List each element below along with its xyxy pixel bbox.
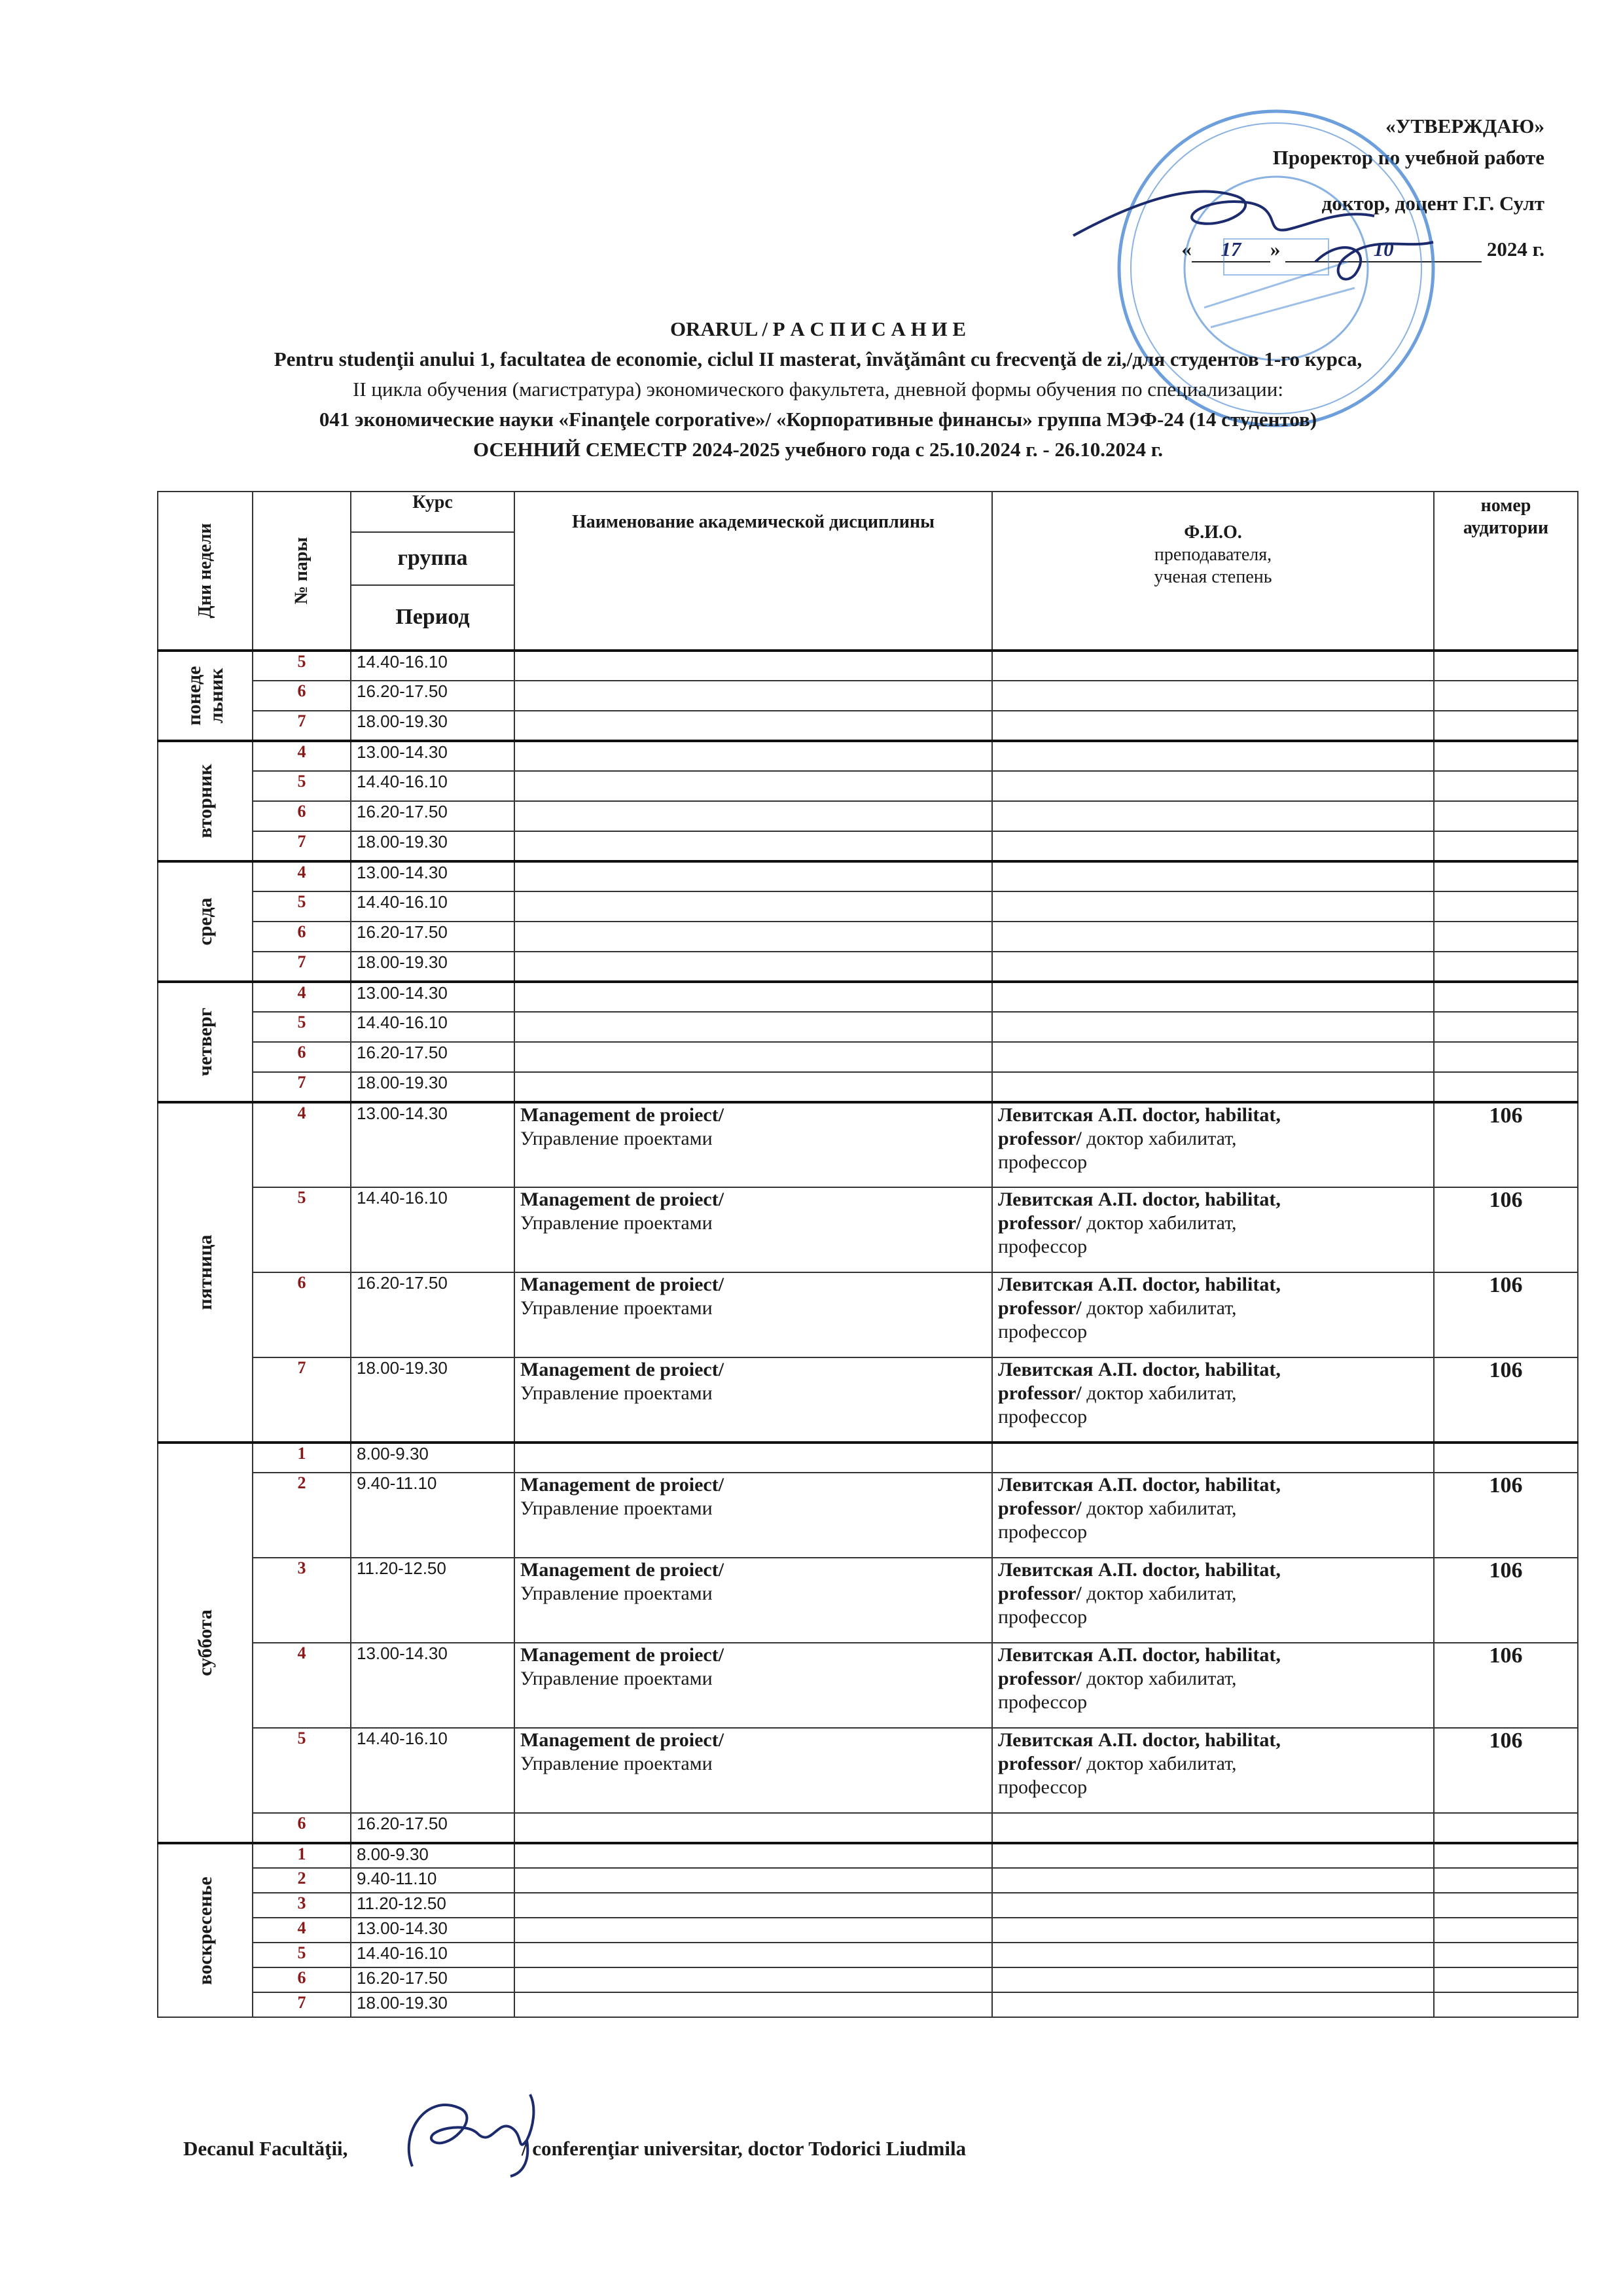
pair-number: 6 (253, 922, 351, 952)
room-cell (1434, 1967, 1578, 1992)
room-cell (1434, 1072, 1578, 1102)
room-cell (1434, 1918, 1578, 1943)
day-cell (158, 1443, 253, 1843)
teacher-cell (992, 891, 1434, 922)
teacher-degree-ro: professor/ (998, 1498, 1082, 1519)
room-cell: 106 (1434, 1558, 1578, 1643)
table-row (158, 681, 1578, 711)
pair-time: 14.40-16.10 (351, 1943, 514, 1967)
pair-number: 6 (253, 801, 351, 831)
schedule-body (158, 651, 1578, 2017)
title-line-3: II цикла обучения (магистратура) экономического факультета, дневной формы обучения по специализации: (353, 378, 1283, 401)
pair-number: 6 (253, 1967, 351, 1992)
table-row (158, 1012, 1578, 1042)
teacher-degree-ro: professor/ (998, 1753, 1082, 1774)
subject-cell (514, 1813, 992, 1843)
table-row (158, 1473, 1578, 1558)
pair-time: 14.40-16.10 (351, 1187, 514, 1272)
pair-number: 7 (253, 711, 351, 741)
table-row (158, 801, 1578, 831)
subject-cell (514, 1843, 992, 1868)
table-row (158, 1992, 1578, 2017)
pair-time: 16.20-17.50 (351, 801, 514, 831)
subject-ro: Management de proiect/ (520, 1644, 724, 1666)
day-label: понеде льник (183, 666, 227, 726)
teacher-cell (992, 681, 1434, 711)
rector-signature-icon (1067, 157, 1459, 301)
subject-cell (514, 651, 992, 681)
subject-cell (514, 952, 992, 982)
subject-cell (514, 1012, 992, 1042)
title-line-1: ORARUL / Р А С П И С А Н И Е (669, 317, 967, 340)
teacher-degree-ru: доктор хабилитат, (1081, 1212, 1237, 1234)
teacher-degree-ro: professor/ (998, 1297, 1082, 1319)
day-cell (158, 1102, 253, 1443)
table-row (158, 982, 1578, 1012)
title-line-2: Pentru studenţii anului 1, facultatea de economie, ciclul II masterat, învăţământ cu frecvenţă de zi,/для студентов 1-го курса, (274, 348, 1363, 370)
teacher-cell (992, 1357, 1434, 1443)
day-label: вторник (194, 764, 216, 838)
table-row (158, 1967, 1578, 1992)
pair-number: 5 (253, 1728, 351, 1813)
pair-time: 16.20-17.50 (351, 1042, 514, 1072)
room-cell (1434, 1042, 1578, 1072)
teacher-title: профессор (998, 1321, 1088, 1342)
pair-number: 5 (253, 1187, 351, 1272)
table-row (158, 1843, 1578, 1868)
pair-number: 6 (253, 1813, 351, 1843)
pair-time: 18.00-19.30 (351, 831, 514, 861)
teacher-degree-ro: professor/ (998, 1382, 1082, 1404)
teacher-cell (992, 1558, 1434, 1643)
teacher-cell (992, 982, 1434, 1012)
pair-time: 13.00-14.30 (351, 982, 514, 1012)
day-cell (158, 741, 253, 861)
subject-cell (514, 1643, 992, 1728)
teacher-cell (992, 1992, 1434, 2017)
pair-time: 16.20-17.50 (351, 681, 514, 711)
teacher-title: профессор (998, 1691, 1088, 1713)
header-room: номер аудитории (1434, 492, 1578, 651)
teacher-cell (992, 1843, 1434, 1868)
teacher-cell (992, 1042, 1434, 1072)
table-row (158, 922, 1578, 952)
teacher-title: профессор (998, 1151, 1088, 1173)
subject-cell (514, 1272, 992, 1357)
table-row (158, 1042, 1578, 1072)
pair-number: 6 (253, 681, 351, 711)
table-row (158, 1187, 1578, 1272)
room-cell (1434, 801, 1578, 831)
room-cell (1434, 651, 1578, 681)
pair-number: 4 (253, 741, 351, 771)
subject-cell (514, 801, 992, 831)
header-subject: Наименование академической дисциплины (514, 492, 992, 651)
header-kurs: Курс (351, 492, 514, 532)
teacher-cell (992, 1918, 1434, 1943)
table-row (158, 1813, 1578, 1843)
pair-time: 13.00-14.30 (351, 861, 514, 891)
room-cell: 106 (1434, 1643, 1578, 1728)
teacher-name: Левитская А.П. doctor, habilitat, (998, 1474, 1281, 1496)
teacher-degree-ru: доктор хабилитат, (1081, 1668, 1237, 1689)
pair-time: 16.20-17.50 (351, 1813, 514, 1843)
room-cell (1434, 891, 1578, 922)
room-cell (1434, 831, 1578, 861)
room-cell (1434, 741, 1578, 771)
teacher-cell (992, 1443, 1434, 1473)
teacher-title: профессор (998, 1236, 1088, 1257)
day-cell (158, 651, 253, 741)
pair-number: 7 (253, 831, 351, 861)
approval-degree: доктор, доцент Г.Г. Султ (1321, 192, 1544, 215)
subject-ro: Management de proiect/ (520, 1474, 724, 1496)
subject-cell (514, 1918, 992, 1943)
room-cell: 106 (1434, 1272, 1578, 1357)
subject-ru: Управление проектами (520, 1382, 713, 1404)
day-label: четверг (194, 1007, 216, 1077)
table-row (158, 1558, 1578, 1643)
pair-time: 18.00-19.30 (351, 1992, 514, 2017)
table-row (158, 1443, 1578, 1473)
teacher-degree-ru: доктор хабилитат, (1081, 1382, 1237, 1404)
pair-time: 16.20-17.50 (351, 922, 514, 952)
pair-number: 1 (253, 1443, 351, 1473)
room-cell: 106 (1434, 1102, 1578, 1187)
teacher-degree-ru: доктор хабилитат, (1081, 1498, 1237, 1519)
teacher-name: Левитская А.П. doctor, habilitat, (998, 1104, 1281, 1126)
subject-cell (514, 922, 992, 952)
pair-number: 5 (253, 1943, 351, 1967)
subject-cell (514, 1558, 992, 1643)
teacher-name: Левитская А.П. doctor, habilitat, (998, 1559, 1281, 1581)
subject-ro: Management de proiect/ (520, 1729, 724, 1751)
pair-time: 14.40-16.10 (351, 891, 514, 922)
teacher-title: профессор (998, 1521, 1088, 1543)
teacher-degree-ru: доктор хабилитат, (1081, 1128, 1237, 1149)
subject-cell (514, 711, 992, 741)
pair-number: 6 (253, 1042, 351, 1072)
table-row (158, 711, 1578, 741)
teacher-cell (992, 831, 1434, 861)
approval-position: Проректор по учебной работе (1272, 146, 1544, 169)
pair-time: 18.00-19.30 (351, 711, 514, 741)
teacher-degree-ro: professor/ (998, 1212, 1082, 1234)
teacher-cell (992, 1943, 1434, 1967)
dean-title: / conferenţiar universitar, doctor Todorici Liudmila (521, 2137, 967, 2160)
teacher-name: Левитская А.П. doctor, habilitat, (998, 1644, 1281, 1666)
room-cell (1434, 1843, 1578, 1868)
room-cell (1434, 1443, 1578, 1473)
header-pair: № пары (253, 492, 351, 651)
room-cell (1434, 711, 1578, 741)
room-cell (1434, 1893, 1578, 1918)
teacher-cell (992, 771, 1434, 801)
subject-cell (514, 1187, 992, 1272)
pair-number: 2 (253, 1868, 351, 1893)
teacher-cell (992, 1643, 1434, 1728)
day-cell (158, 1843, 253, 2017)
room-cell: 106 (1434, 1187, 1578, 1272)
pair-number: 2 (253, 1473, 351, 1558)
subject-ro: Management de proiect/ (520, 1274, 724, 1295)
subject-cell (514, 1042, 992, 1072)
day-cell (158, 861, 253, 982)
subject-cell (514, 741, 992, 771)
teacher-cell (992, 861, 1434, 891)
room-cell: 106 (1434, 1728, 1578, 1813)
subject-ru: Управление проектами (520, 1212, 713, 1234)
pair-time: 14.40-16.10 (351, 1728, 514, 1813)
table-row (158, 1868, 1578, 1893)
pair-number: 3 (253, 1893, 351, 1918)
document-title (118, 314, 1518, 465)
subject-cell (514, 1102, 992, 1187)
pair-time: 8.00-9.30 (351, 1443, 514, 1473)
teacher-cell (992, 1072, 1434, 1102)
teacher-cell (992, 952, 1434, 982)
date-close-quote: » (1270, 238, 1281, 260)
table-row (158, 1072, 1578, 1102)
day-label: суббота (194, 1609, 216, 1676)
room-cell (1434, 952, 1578, 982)
header-period: Период (351, 585, 514, 651)
teacher-name: Левитская А.П. doctor, habilitat, (998, 1274, 1281, 1295)
approval-title: «УТВЕРЖДАЮ» (1385, 115, 1544, 137)
table-row (158, 891, 1578, 922)
pair-time: 11.20-12.50 (351, 1893, 514, 1918)
table-row (158, 771, 1578, 801)
subject-ru: Управление проектами (520, 1753, 713, 1774)
pair-time: 8.00-9.30 (351, 1843, 514, 1868)
title-line-4: 041 экономические науки «Finanţele corporative»/ «Корпоративные финансы» группа МЭФ-24 (14 студентов) (319, 408, 1317, 431)
header-group: группа (351, 532, 514, 584)
teacher-cell (992, 801, 1434, 831)
teacher-cell (992, 1102, 1434, 1187)
teacher-cell (992, 1813, 1434, 1843)
subject-ro: Management de proiect/ (520, 1559, 724, 1581)
day-label: среда (194, 897, 216, 946)
teacher-title: профессор (998, 1406, 1088, 1427)
table-row (158, 952, 1578, 982)
teacher-cell (992, 651, 1434, 681)
teacher-cell (992, 1728, 1434, 1813)
pair-time: 13.00-14.30 (351, 1643, 514, 1728)
pair-time: 13.00-14.30 (351, 1918, 514, 1943)
teacher-cell (992, 711, 1434, 741)
teacher-name: Левитская А.П. doctor, habilitat, (998, 1729, 1281, 1751)
room-cell (1434, 771, 1578, 801)
pair-number: 7 (253, 1992, 351, 2017)
pair-number: 5 (253, 891, 351, 922)
subject-cell (514, 861, 992, 891)
approval-year: 2024 г. (1486, 238, 1544, 260)
table-row (158, 1728, 1578, 1813)
teacher-name: Левитская А.П. doctor, habilitat, (998, 1359, 1281, 1380)
pair-number: 4 (253, 1643, 351, 1728)
subject-ru: Управление проектами (520, 1583, 713, 1604)
subject-cell (514, 831, 992, 861)
teacher-cell (992, 1868, 1434, 1893)
dean-label: Decanul Facultăţii, (183, 2137, 348, 2160)
table-row (158, 861, 1578, 891)
table-row (158, 741, 1578, 771)
room-cell (1434, 1992, 1578, 2017)
room-cell (1434, 681, 1578, 711)
header-day: Дни недели (158, 492, 253, 651)
pair-time: 13.00-14.30 (351, 741, 514, 771)
day-label: пятница (194, 1234, 216, 1310)
pair-number: 4 (253, 1102, 351, 1187)
table-row (158, 1893, 1578, 1918)
subject-cell (514, 1443, 992, 1473)
pair-time: 14.40-16.10 (351, 651, 514, 681)
table-row (158, 1272, 1578, 1357)
teacher-degree-ru: доктор хабилитат, (1081, 1753, 1237, 1774)
pair-time: 11.20-12.50 (351, 1558, 514, 1643)
pair-time: 18.00-19.30 (351, 1357, 514, 1443)
room-cell (1434, 1012, 1578, 1042)
header-teacher: Ф.И.О. преподавателя, ученая степень (992, 492, 1434, 651)
subject-cell (514, 1868, 992, 1893)
room-cell (1434, 922, 1578, 952)
pair-number: 5 (253, 1012, 351, 1042)
table-row (158, 1102, 1578, 1187)
subject-cell (514, 1943, 992, 1967)
subject-ro: Management de proiect/ (520, 1359, 724, 1380)
day-label: воскресенье (194, 1876, 216, 1985)
subject-cell (514, 681, 992, 711)
pair-time: 9.40-11.10 (351, 1868, 514, 1893)
pair-number: 6 (253, 1272, 351, 1357)
teacher-cell (992, 1012, 1434, 1042)
pair-number: 4 (253, 1918, 351, 1943)
schedule-table (157, 491, 1578, 2018)
teacher-cell (992, 922, 1434, 952)
pair-time: 14.40-16.10 (351, 1012, 514, 1042)
teacher-cell (992, 1893, 1434, 1918)
subject-cell (514, 1473, 992, 1558)
room-cell (1434, 1813, 1578, 1843)
teacher-title: профессор (998, 1606, 1088, 1628)
pair-time: 16.20-17.50 (351, 1272, 514, 1357)
pair-number: 7 (253, 1072, 351, 1102)
table-row (158, 1918, 1578, 1943)
pair-number: 5 (253, 771, 351, 801)
teacher-cell (992, 1187, 1434, 1272)
table-row (158, 831, 1578, 861)
subject-ru: Управление проектами (520, 1668, 713, 1689)
subject-cell (514, 1728, 992, 1813)
subject-cell (514, 1357, 992, 1443)
teacher-cell (992, 1967, 1434, 1992)
pair-time: 18.00-19.30 (351, 1072, 514, 1102)
subject-cell (514, 982, 992, 1012)
subject-ro: Management de proiect/ (520, 1104, 724, 1126)
footer-signature-line (183, 2137, 966, 2161)
date-open-quote: « (1181, 238, 1192, 260)
subject-ru: Управление проектами (520, 1498, 713, 1519)
day-cell (158, 982, 253, 1102)
pair-time: 18.00-19.30 (351, 952, 514, 982)
subject-cell (514, 1072, 992, 1102)
pair-number: 1 (253, 1843, 351, 1868)
subject-cell (514, 1967, 992, 1992)
room-cell (1434, 1943, 1578, 1967)
dean-signature-icon (386, 2081, 556, 2179)
room-cell: 106 (1434, 1357, 1578, 1443)
subject-ro: Management de proiect/ (520, 1189, 724, 1210)
pair-time: 14.40-16.10 (351, 771, 514, 801)
pair-number: 7 (253, 1357, 351, 1443)
teacher-degree-ro: professor/ (998, 1128, 1082, 1149)
teacher-degree-ru: доктор хабилитат, (1081, 1297, 1237, 1319)
date-day: 17 (1192, 238, 1270, 262)
table-row (158, 1357, 1578, 1443)
teacher-name: Левитская А.П. doctor, habilitat, (998, 1189, 1281, 1210)
teacher-cell (992, 1272, 1434, 1357)
table-row (158, 651, 1578, 681)
room-cell (1434, 982, 1578, 1012)
room-cell (1434, 1868, 1578, 1893)
date-month: 10 (1285, 238, 1482, 262)
pair-number: 5 (253, 651, 351, 681)
pair-time: 16.20-17.50 (351, 1967, 514, 1992)
teacher-degree-ru: доктор хабилитат, (1081, 1583, 1237, 1604)
subject-cell (514, 1893, 992, 1918)
pair-number: 7 (253, 952, 351, 982)
teacher-cell (992, 741, 1434, 771)
subject-cell (514, 891, 992, 922)
subject-cell (514, 771, 992, 801)
table-row (158, 1943, 1578, 1967)
teacher-title: профессор (998, 1776, 1088, 1798)
teacher-cell (992, 1473, 1434, 1558)
teacher-degree-ro: professor/ (998, 1668, 1082, 1689)
subject-ru: Управление проектами (520, 1297, 713, 1319)
pair-number: 3 (253, 1558, 351, 1643)
teacher-degree-ro: professor/ (998, 1583, 1082, 1604)
room-cell (1434, 861, 1578, 891)
pair-number: 4 (253, 861, 351, 891)
pair-time: 13.00-14.30 (351, 1102, 514, 1187)
pair-number: 4 (253, 982, 351, 1012)
table-row (158, 1643, 1578, 1728)
room-cell: 106 (1434, 1473, 1578, 1558)
subject-ru: Управление проектами (520, 1128, 713, 1149)
subject-cell (514, 1992, 992, 2017)
pair-time: 9.40-11.10 (351, 1473, 514, 1558)
title-line-5: ОСЕННИЙ СЕМЕСТР 2024-2025 учебного года с 25.10.2024 г. - 26.10.2024 г. (473, 438, 1164, 461)
